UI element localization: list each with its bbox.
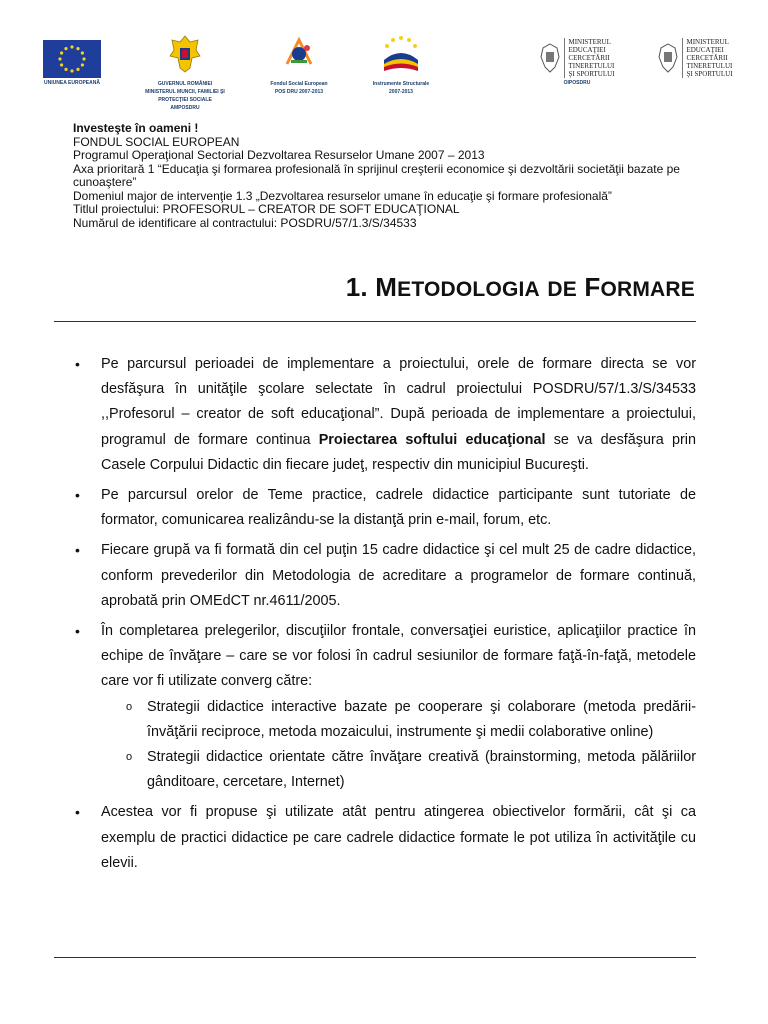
structural-instruments-logo — [360, 34, 442, 95]
ministry-crest-icon — [657, 43, 679, 73]
title-word3-rest: ORMARE — [600, 278, 695, 301]
sub-list — [101, 695, 696, 796]
eu-caption: UNIUNEA EUROPEANĂ — [44, 80, 100, 86]
ministry-line-3: CERCETĂRII — [568, 54, 610, 62]
gov-caption-4: AMPOSDRU — [170, 105, 200, 111]
fse-caption-1: Fondul Social European — [270, 81, 328, 87]
p1-text-a: Pe parcursul perioadei de implementare a proiectului, orele de formare directa se vor desfăşura în unităţile şcolare selectate în cadrul proiectului POSDRU/57/1.3/S/34533 ,,Profesorul – creator de soft educaţional”. După perioada de implementare a proiectului, programul de formare continua — [101, 356, 696, 448]
project-title: Titlul proiectului: PROFESORUL – CREATOR DE SOFT EDUCAŢIONAL — [73, 202, 460, 216]
fund-name: FONDUL SOCIAL EUROPEAN — [73, 134, 240, 149]
gov-caption-2: MINISTERUL MUNCII, FAMILIEI ŞI — [145, 89, 225, 95]
ministry-crest-icon — [539, 43, 561, 73]
ministry-line-4: TINERETULUI — [686, 62, 733, 70]
list-item — [54, 619, 696, 795]
eu-flag-icon — [43, 40, 101, 78]
programme-name: Programul Operaţional Sectorial Dezvoltarea Resurselor Umane 2007 – 2013 — [73, 148, 485, 162]
oiposdru-caption: OIPOSDRU — [563, 80, 591, 86]
sub1-text: Strategii didactice interactive bazate pe cooperare şi colaborare (metoda predării-învăţării reciproce, metoda mozaicului, instrumente şi medii colaborative online) — [147, 698, 696, 740]
fse-logo — [254, 34, 344, 95]
list-item — [54, 538, 696, 614]
page-title — [346, 272, 695, 303]
gov-caption-1: GUVERNUL ROMÂNIEI — [157, 81, 213, 87]
fse-emblem-icon — [277, 34, 321, 74]
p1-text-b: se va desfăşura prin Casele Corpului Didactic din fiecare judeţ, respectiv din municipiul Bucureşti. — [101, 431, 696, 473]
ministry-line-2: EDUCAŢIEI — [568, 46, 606, 54]
ministry-line-1: MINISTERUL — [568, 38, 611, 46]
ministry-line-5: ŞI SPORTULUI — [568, 70, 615, 78]
p4-text: În completarea prelegerilor, discuţiilor frontale, conversaţiei euristice, aplicaţiilor practice în echipe de învăţare – care se vor folosi în cadrul sesiunilor de formare faţă-în-faţă, metodele care vor fi utilizate converg către: — [101, 623, 696, 690]
priority-axis: Axa prioritară 1 “Educaţia şi formarea profesională în sprijinul creşterii economice şi dezvoltării societăţii bazate pe cunoaştere” — [73, 161, 680, 189]
ministry-line-2: EDUCAŢIEI — [686, 46, 724, 54]
p5-text: Acestea vor fi propuse şi utilizate atât pentru atingerea obiectivelor formării, cât şi ca exemplu de practici didactice pe care cadrele didactice formate le pot utiliza în activităţile cu elevii. — [101, 804, 696, 871]
p3-text: Fiecare grupă va fi formată din cel puţin 15 cadre didactice şi cel mult 25 de cadre didactice, conform prevederilor din Metodologia de acreditare a programelor de formare continuă, aprobată prin OMEdCT nr.4611/2005. — [101, 542, 696, 609]
footer-divider — [54, 957, 696, 958]
title-word1-rest: ETODOLOGIA — [397, 278, 540, 301]
ministry-line-5: ŞI SPORTULUI — [686, 70, 733, 78]
tagline: Investeşte în oameni ! — [73, 121, 199, 135]
ministry-line-3: CERCETĂRII — [686, 54, 728, 62]
title-word3-initial: F — [584, 272, 601, 302]
title-word2: DE — [547, 278, 577, 301]
list-item — [54, 800, 696, 876]
list-item — [54, 483, 696, 533]
sub-list-item — [54, 745, 696, 795]
sub-list-item — [54, 695, 696, 745]
eu-logo — [36, 34, 108, 86]
title-number: 1. — [345, 272, 368, 302]
project-header — [73, 122, 713, 230]
is-caption-2: 2007-2013 — [389, 89, 413, 95]
list-item — [54, 352, 696, 478]
coat-of-arms-icon — [168, 34, 202, 74]
p1-bold: Proiectarea softului educaţional — [318, 431, 546, 448]
is-caption-1: Instrumente Structurale — [372, 81, 430, 87]
bullet-list — [54, 352, 696, 876]
ministry-line-1: MINISTERUL — [686, 38, 729, 46]
contract-number: Numărul de identificare al contractului: POSDRU/57/1.3/S/34533 — [73, 215, 417, 230]
title-divider — [54, 321, 696, 322]
structural-instruments-icon — [378, 34, 424, 74]
sub2-text: Strategii didactice orientate către învăţare creativă (brainstorming, metoda pălăriilor gânditoare, cercetare, Internet) — [147, 749, 696, 791]
ministry-line-4: TINERETULUI — [568, 62, 615, 70]
fse-caption-2: POS DRU 2007-2013 — [274, 89, 324, 95]
title-word1-initial: M — [375, 272, 398, 302]
logo-bar — [0, 34, 768, 114]
government-logo — [132, 34, 238, 111]
p2-text: Pe parcursul orelor de Teme practice, cadrele didactice participante sunt tutoriate de formator, comunicarea realizându-se la distanţă prin e-mail, forum, etc. — [101, 487, 696, 529]
intervention-domain: Domeniul major de intervenţie 1.3 „Dezvoltarea resurselor umane în educaţie şi formare profesională” — [73, 188, 612, 203]
body-content — [54, 352, 696, 881]
ministry-logo — [650, 34, 740, 78]
ministry-logo-oiposdru — [536, 34, 618, 86]
gov-caption-3: PROTECŢIEI SOCIALE — [158, 97, 212, 103]
